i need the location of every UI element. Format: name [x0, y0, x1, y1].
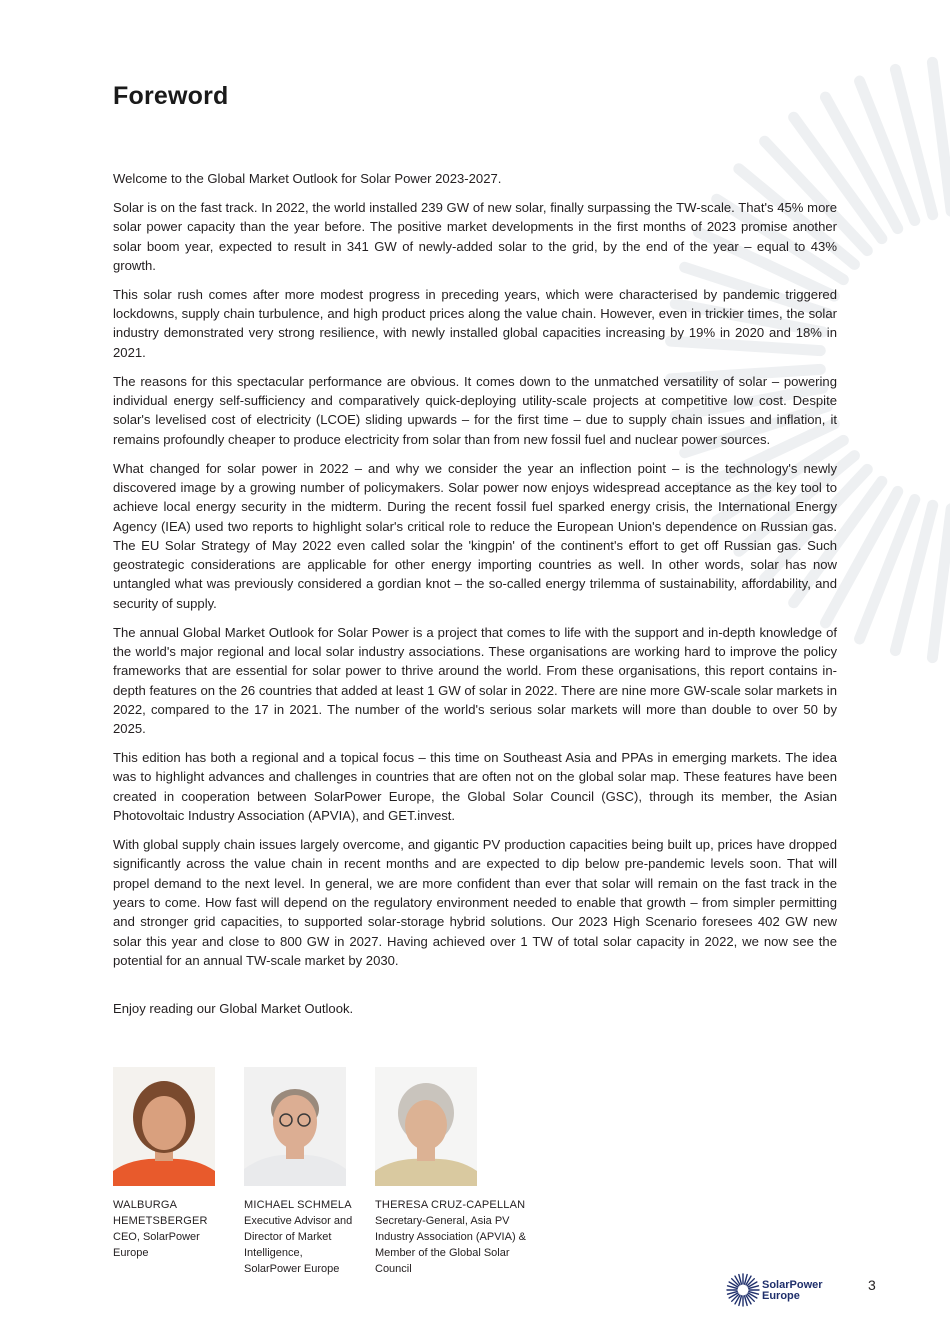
logo-line-1: SolarPower [762, 1279, 823, 1291]
signatory-name: MICHAEL SCHMELA [244, 1199, 352, 1211]
signatory-card [244, 1067, 359, 1277]
paragraph: The reasons for this spectacular performance are obvious. It comes down to the unmatched versatility of solar – powering individual energy self-sufficiency and comparatively quick-deploying utility-scale projects at competitive low cost. Despite solar's levelised cost of electricity (LCOE) sliding upwards – for the first time – due to supply chain issues and inflation, it remains profoundly cheaper to produce electricity from solar than from new fossil fuel and nuclear power sources. [113, 373, 837, 447]
closing-line: Enjoy reading our Global Market Outlook. [113, 1001, 354, 1017]
paragraph: What changed for solar power in 2022 – and why we consider the year an inflection point – is the technology's newly discovered image by a growing number of policymakers. Solar power now enjoys widespread acceptance as the key tool to achieve local energy security in the midterm. During the recent fossil fuel sparked energy crisis, the International Energy Agency (IEA) used two reports to highlight solar's critical role to reduce the European Union's dependence on Russian gas. The EU Solar Strategy of May 2022 even called solar the 'kingpin' of the continent's effort to get off Russian gas. Such geostrategic considerations are applicable for other energy importing countries as well. In other words, solar has now untangled what was previously considered a gordian knot – the so-called energy trilemma of sustainability, affordability, and security of supply. [113, 460, 837, 611]
signatory-name: THERESA CRUZ-CAPELLAN [375, 1199, 526, 1211]
portrait-photo [244, 1067, 346, 1186]
signatory-card [375, 1067, 535, 1277]
signatory-name: WALBURGA HEMETSBERGER [113, 1199, 208, 1227]
paragraph: This edition has both a regional and a topical focus – this time on Southeast Asia and PPAs in emerging markets. The idea was to highlight advances and challenges in countries that are often not on the global solar map. These features have been created in cooperation between SolarPower Europe, the Global Solar Council (GSC), through its member, the Asian Photovoltaic Industry Association (APVIA), and GET.invest. [113, 750, 837, 824]
paragraph: This solar rush comes after more modest progress in preceding years, which were characterised by pandemic triggered lockdowns, supply chain turbulence, and high product prices along the value chain. However, even in trickier times, the solar industry demonstrated very strong resilience, with newly installed global capacities increasing by 19% in 2020 and 18% in 2021. [113, 286, 837, 360]
portrait-photo [375, 1067, 477, 1186]
signatory-caption [244, 1197, 359, 1277]
foreword-body [113, 169, 837, 1028]
sunburst-logo-icon [726, 1273, 760, 1307]
portrait-illustration [244, 1067, 346, 1186]
paragraph: Solar is on the fast track. In 2022, the world installed 239 GW of new solar, finally surpassing the TW-scale. That's 45% more solar power capacity than the year before. The positive market developments in the first months of 2023 promise another solar boom year, expected to result in 341 GW of newly-added solar to the grid, by the end of the year – equal to 43% growth. [113, 199, 837, 273]
signatory-role: CEO, SolarPower Europe [113, 1231, 200, 1259]
signatory-card [113, 1067, 225, 1261]
page-title: Foreword [113, 82, 229, 110]
solarpower-europe-logo [726, 1273, 846, 1309]
signatory-role: Executive Advisor and Director of Market Intelligence, SolarPower Europe [244, 1215, 353, 1275]
portrait-photo [113, 1067, 215, 1186]
portrait-illustration [375, 1067, 477, 1186]
signatories [113, 1067, 553, 1282]
signatory-caption [113, 1197, 225, 1261]
logo-wordmark [762, 1280, 823, 1302]
signatory-caption [375, 1197, 535, 1277]
paragraph: With global supply chain issues largely overcome, and gigantic PV production capacities being built up, prices have dropped significantly across the value chain in recent months and are expected to dip below pre-pandemic levels soon. That will propel demand to the next level. In general, we are more confident than ever that solar will remain on the fast track in the years to come. How fast will depend on the regulatory environment needed to enable that growth – from simpler permitting and stronger grid capacities, to supported solar-storage hybrid solutions. Our 2023 High Scenario foresees 402 GW new solar this year and close to 800 GW in 2027. Having achieved over 1 TW of total solar capacity in 2022, we now see the potential for an annual TW-scale market by 2030. [113, 837, 837, 968]
sunburst-ray [932, 509, 950, 658]
signatory-role: Secretary-General, Asia PV Industry Association (APVIA) & Member of the Global Solar Council [375, 1215, 527, 1275]
intro-paragraph: Welcome to the Global Market Outlook for Solar Power 2023-2027. [113, 171, 502, 186]
sunburst-ray [932, 62, 950, 211]
logo-line-2: Europe [762, 1290, 800, 1302]
portrait-illustration [113, 1067, 215, 1186]
paragraph: The annual Global Market Outlook for Solar Power is a project that comes to life with the support and in-depth knowledge of the world's major regional and local solar industry associations. These organisations are working hard to improve the policy frameworks that are essential for solar power to thrive around the world. From these organisations, this report contains in-depth features on the 26 countries that added at least 1 GW of solar in 2022. There are nine more GW-scale solar markets in 2022, compared to the 17 in 2021. The number of the world's serious solar markets will more than double to over 50 by 2025. [113, 624, 837, 737]
page-number: 3 [868, 1277, 876, 1293]
